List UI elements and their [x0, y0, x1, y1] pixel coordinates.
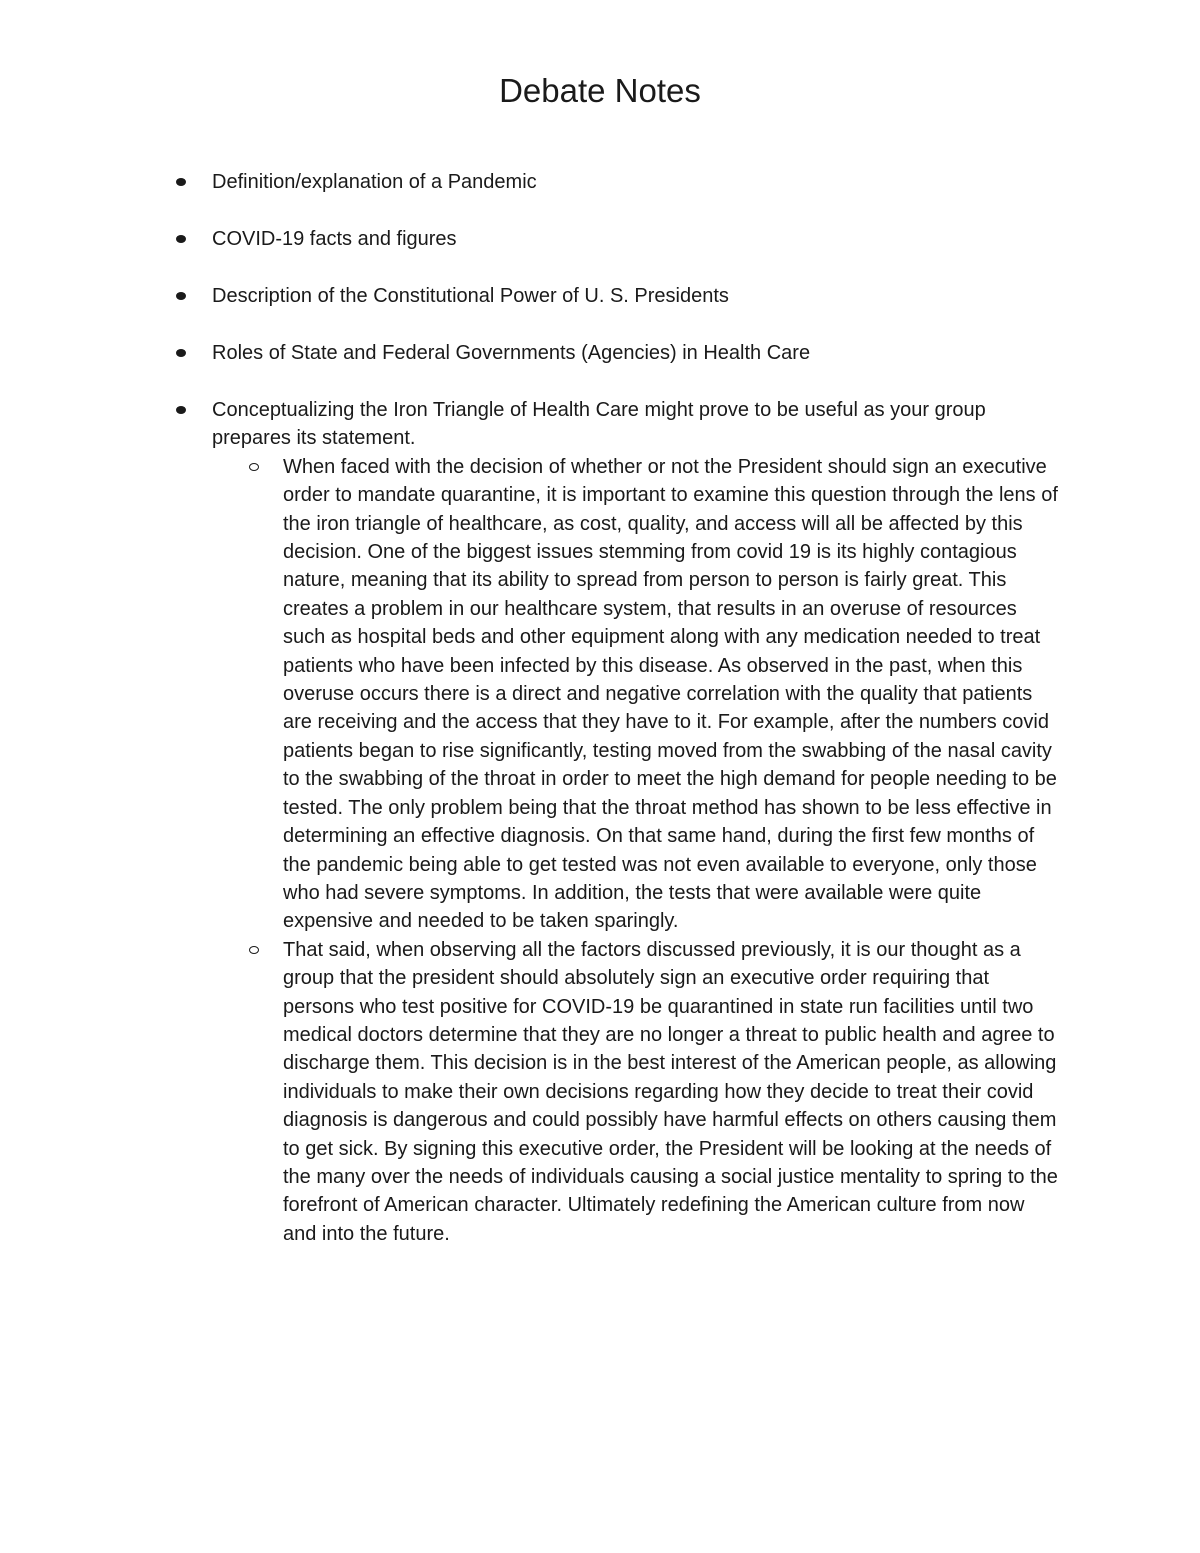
bullet-item — [0, 396, 1200, 1248]
bullet-icon — [176, 235, 186, 243]
document-title: Debate Notes — [499, 72, 701, 109]
bullet-icon — [176, 292, 186, 300]
bullet-icon — [176, 349, 186, 357]
sub-bullet-text: That said, when observing all the factors discussed previously, it is our thought as a group that the president should absolutely sign an executive order requiring that persons who test positive for COVID-19 be quarantined in state run facilities until two medical doctors determine that they are no longer a threat to public health and agree to discharge them. This decision is in the best interest of the American people, as allowing individuals to make their own decisions regarding how they decide to treat their covid diagnosis is dangerous and could possibly have harmful effects on others causing them to get sick. By signing this executive order, the President will be looking at the needs of the many over the needs of individuals causing a social justice mentality to spring to the forefront of American character. Ultimately redefining the American culture from now and into the future. — [283, 938, 1058, 1245]
bullet-item — [0, 282, 1200, 310]
hollow-bullet-icon — [249, 946, 259, 954]
bullet-item — [0, 225, 1200, 253]
sub-bullet-item — [0, 453, 1061, 936]
sub-bullet-item — [0, 936, 1061, 1248]
bullet-item — [0, 168, 1200, 196]
bullet-text: Description of the Constitutional Power of U. S. Presidents — [212, 285, 729, 307]
bullet-item — [0, 339, 1200, 367]
bullet-text: Roles of State and Federal Governments (Agencies) in Health Care — [212, 342, 811, 364]
sub-bullet-text: When faced with the decision of whether or not the President should sign an executive order to mandate quarantine, it is important to examine this question through the lens of the iron triangle of healthcare, as cost, quality, and access will all be affected by this decision. One of the biggest issues stemming from covid 19 is its highly contagious nature, meaning that its ability to spread from person to person is fairly great. This creates a problem in our healthcare system, that results in an overuse of resources such as hospital beds and other equipment along with any medication needed to treat patients who have been infected by this disease. As observed in the past, when this overuse occurs there is a direct and negative correlation with the quality that patients are receiving and the access that they have to it. For example, after the numbers covid patients began to rise significantly, testing moved from the swabbing of the nasal cavity to the swabbing of the throat in order to meet the high demand for people needing to be tested. The only problem being that the throat method has shown to be less effective in determining an effective diagnosis. On that same hand, during the first few months of the pandemic being able to get tested was not even available to everyone, only those who had severe symptoms. In addition, the tests that were available were quite expensive and needed to be taken sparingly. — [283, 455, 1058, 933]
bullet-icon — [176, 406, 186, 414]
bullet-list — [0, 168, 1200, 1277]
bullet-text: COVID-19 facts and figures — [212, 228, 457, 250]
bullet-text: Conceptualizing the Iron Triangle of Health Care might prove to be useful as your group prepares its statement. — [212, 399, 986, 450]
bullet-text: Definition/explanation of a Pandemic — [212, 171, 537, 193]
hollow-bullet-icon — [249, 463, 259, 471]
bullet-icon — [176, 178, 186, 186]
sub-bullet-list — [0, 453, 1070, 1248]
